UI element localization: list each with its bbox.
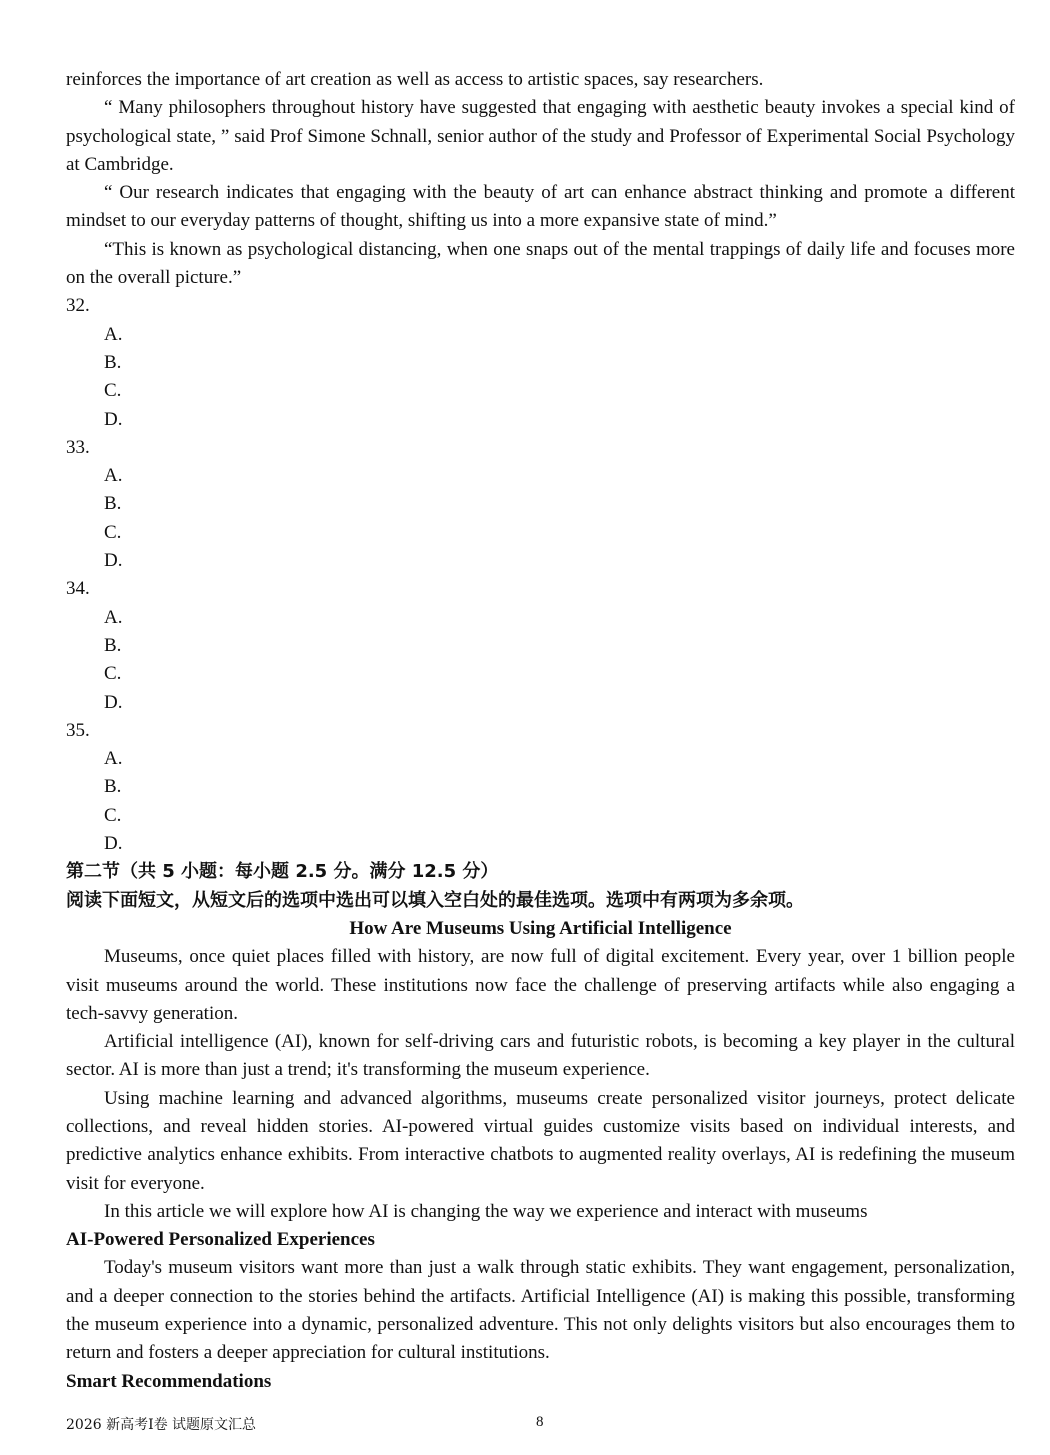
quote-paragraph-2: “ Our research indicates that engaging with the beauty of art can enhance abstract thinking and promote a different mindset to our everyday patterns of thought, shifting us into a more expansive state of mind.” <box>66 182 1015 232</box>
question-number: 35. <box>66 719 90 741</box>
option-d: D. <box>104 833 123 855</box>
question-32 <box>66 292 1015 433</box>
question-34 <box>66 575 1015 716</box>
passage-continuation-line: reinforces the importance of art creation as well as access to artistic spaces, say researchers. <box>66 69 764 90</box>
section-instruction: 阅读下面短文，从短文后的选项中选出可以填入空白处的最佳选项。选项中有两项为多余项。 <box>66 889 804 911</box>
option-b: B. <box>104 776 122 798</box>
article-paragraph-5: Today's museum visitors want more than just a walk through static exhibits. They want engagement, personalization, and a deeper connection to the stories behind the artifacts. Artificial Intelligence (AI) is making this possible, transforming the museum experience into a dynamic, personalized adventure. This not only delights visitors but also encourages them to return and fosters a deeper appreciation for cultural institutions. <box>66 1257 1015 1364</box>
option-b: B. <box>104 634 122 656</box>
article-paragraph-2: Artificial intelligence (AI), known for self-driving cars and futuristic robots, is becoming a key player in the cultural sector. AI is more than just a trend; it's transforming the museum experience. <box>66 1031 1015 1081</box>
option-a: A. <box>104 323 123 345</box>
article-paragraph-1: Museums, once quiet places filled with history, are now full of digital excitement. Every year, over 1 billion people visit museums around the world. These institutions now face the challenge of preserving artifacts while also engaging a tech-savvy generation. <box>66 946 1015 1024</box>
option-a: A. <box>104 748 123 770</box>
question-33 <box>66 434 1015 575</box>
quote-paragraph-3: “This is known as psychological distancing, when one snaps out of the mental trappings of daily life and focuses more on the overall picture.” <box>66 238 1015 289</box>
question-number: 32. <box>66 295 90 317</box>
option-d: D. <box>104 550 123 572</box>
quote-paragraph-1: “ Many philosophers throughout history have suggested that engaging with aesthetic beauty invokes a special kind of psychological state, ” said Prof Simone Schnall, senior author of the study and Professor of Experimental Social Psychology at Cambridge. <box>66 97 1015 175</box>
option-d: D. <box>104 408 123 430</box>
article-title: How Are Museums Using Artificial Intelligence <box>349 917 732 939</box>
article-paragraph-4: In this article we will explore how AI is changing the way we experience and interact with museums <box>104 1200 868 1222</box>
section-header: 第二节（共 5 小题：每小题 2.5 分。满分 12.5 分） <box>66 861 499 883</box>
option-c: C. <box>104 521 122 543</box>
question-35 <box>66 717 1015 858</box>
option-d: D. <box>104 691 123 713</box>
article-paragraph-3: Using machine learning and advanced algorithms, museums create personalized visitor journeys, protect delicate collections, and reveal hidden stories. AI-powered virtual guides customize visits based on individual interests, and predictive analytics enhance exhibits. From interactive chatbots to augmented reality overlays, AI is redefining the museum visit for everyone. <box>66 1087 1015 1194</box>
page-number: 8 <box>536 1414 544 1430</box>
article-subheading-1: AI-Powered Personalized Experiences <box>66 1229 375 1251</box>
question-number: 33. <box>66 436 90 458</box>
option-a: A. <box>104 606 123 628</box>
page-footer <box>66 1414 1015 1438</box>
article-subheading-2: Smart Recommendations <box>66 1370 272 1392</box>
option-a: A. <box>104 465 123 487</box>
option-c: C. <box>104 804 122 826</box>
option-b: B. <box>104 493 122 515</box>
option-b: B. <box>104 351 122 373</box>
option-c: C. <box>104 663 122 685</box>
option-c: C. <box>104 380 122 402</box>
question-number: 34. <box>66 578 90 600</box>
footer-source-label: 2026 新高考I卷 试题原文汇总 <box>66 1417 257 1433</box>
page-content <box>66 66 1015 1396</box>
